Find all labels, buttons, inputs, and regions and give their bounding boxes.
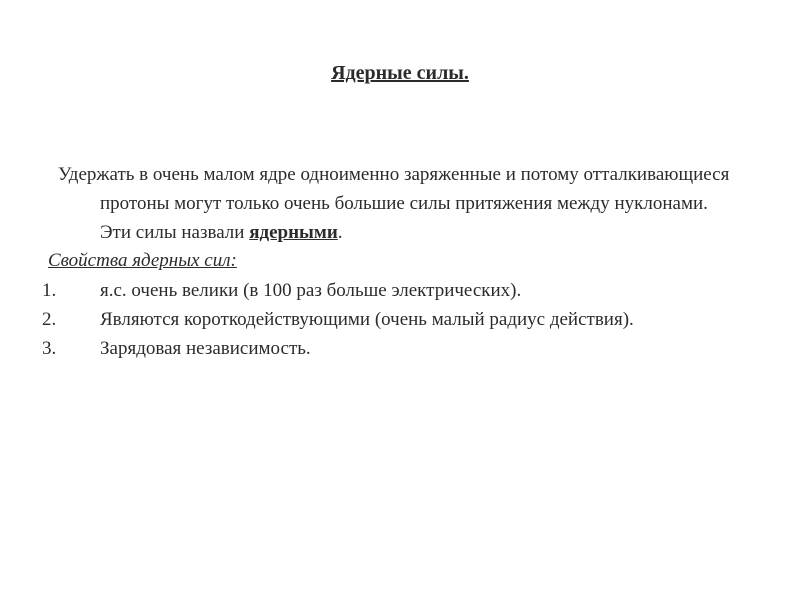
key-term-nuclear: ядерными — [249, 222, 338, 243]
list-item — [0, 334, 790, 363]
intro-end: . — [337, 222, 343, 243]
slide-title: Ядерные силы. — [331, 62, 469, 84]
list-item-number: 2. — [42, 309, 57, 330]
list-item-text: Являются короткодействующими (очень малый радиус действия). — [100, 309, 634, 330]
intro-paragraph — [58, 160, 740, 247]
list-item-number: 3. — [42, 338, 57, 359]
list-item-text: Зарядовая независимость. — [100, 338, 311, 359]
properties-heading: Свойства ядерных сил: — [48, 250, 237, 271]
list-item — [0, 305, 790, 334]
intro-text: Удержать в очень малом ядре одноименно заряженные и потому отталкивающиеся протоны могут только очень большие силы притяжения между нуклонами. Эти силы назвали — [58, 164, 730, 243]
list-item-text: я.с. очень велики (в 100 раз больше электрических). — [100, 280, 522, 301]
list-item — [0, 276, 790, 305]
properties-list — [0, 276, 790, 363]
list-item-number: 1. — [42, 280, 57, 301]
